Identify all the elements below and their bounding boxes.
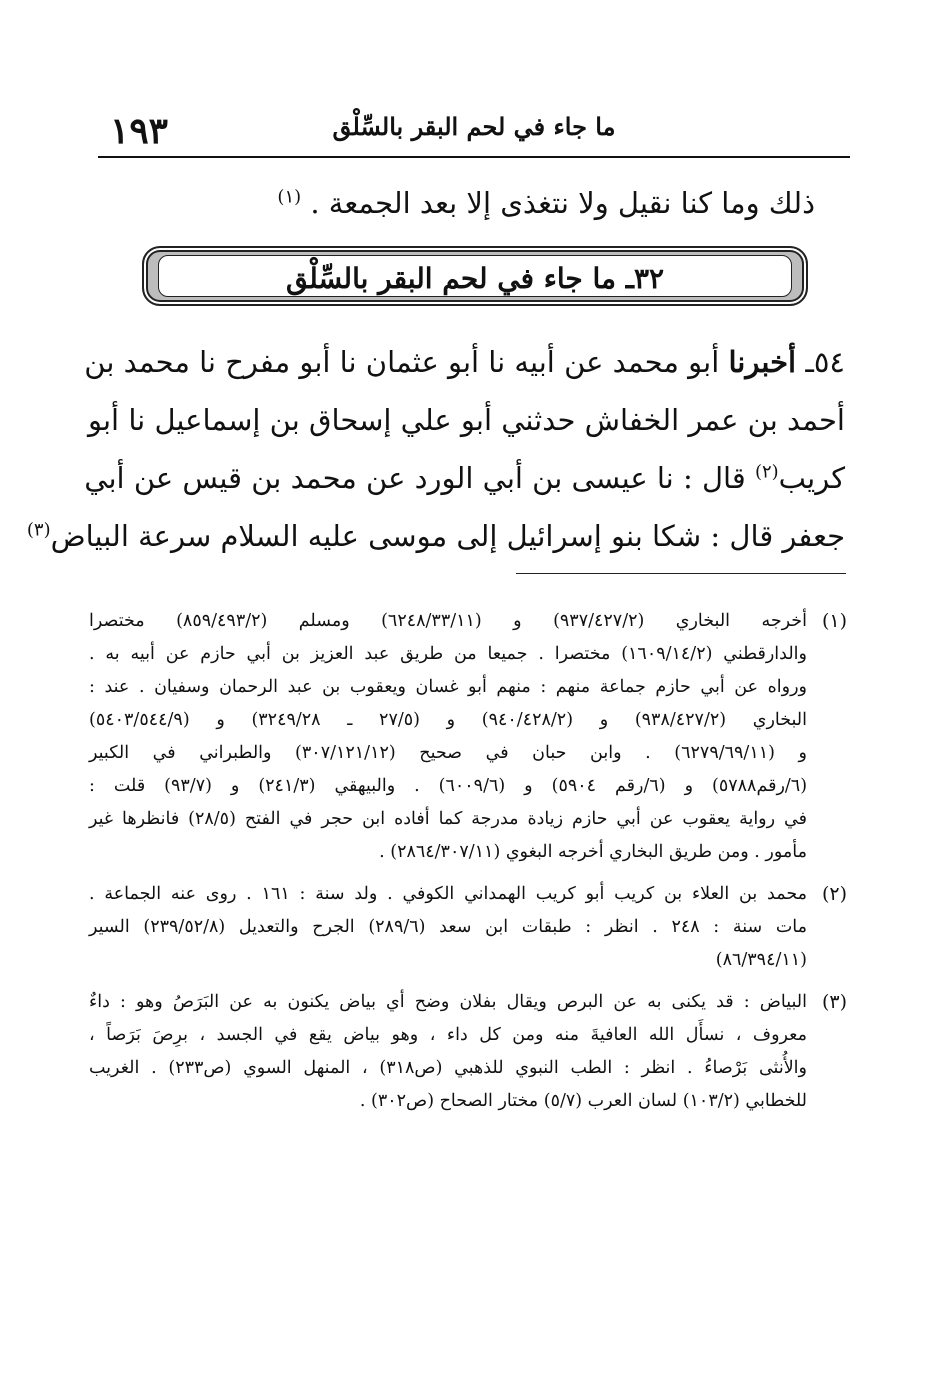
hadith-line-1 — [84, 333, 845, 391]
footnote-line: (٨٦/٣٩٤/١١) — [715, 950, 807, 970]
footnotes — [89, 605, 847, 1127]
footnote-line: البياض : قد يكنى به عن البرص ويقال بفلان وضح أي بياض يكنون به عن البَرَصُ وهو : داءٌ — [89, 992, 807, 1012]
footnote-line: والدارقطني (١٦٠٩/١٤/٢) مختصرا . جميعا من طريق عبد العزيز بن أبي حازم عن أبيه به . — [89, 644, 807, 664]
footnote-line: (٦/رقم٥٧٨٨) و (٦/رقم ٥٩٠٤) و (٦٠٠٩/٦) . والبيهقي (٢٤١/٣) و (٩٣/٧) قلت : — [89, 776, 808, 796]
footnote-line: معروف ، نسأَل الله العافيةَ منه ومن كل داء ، وهو بياض يقع في الجسد ، برِصَ بَرَصاً ، — [89, 1025, 807, 1045]
footnote-line: للخطابي (١٠٣/٢) لسان العرب (٥/٧) مختار الصحاح (ص٣٠٢) . — [359, 1091, 807, 1111]
footnote-separator — [516, 573, 846, 574]
page-number: ١٩٣ — [110, 110, 169, 152]
chapter-banner-inner — [158, 255, 792, 297]
hadith-line-text: أبو محمد عن أبيه نا أبو عثمان نا أبو مفرح نا محمد بن — [84, 345, 720, 379]
running-header — [98, 100, 850, 158]
footnote-line: مأمور . ومن طريق البخاري أخرجه البغوي (٢٨٦٤/٣٠٧/١١) . — [379, 842, 807, 862]
hadith-line-text: كريب — [778, 461, 845, 495]
footnote-ref-3: (٣) — [26, 519, 51, 541]
hadith-line-3 — [84, 449, 845, 507]
hadith-line-text: جعفر قال : شكا بنو إسرائيل إلى موسى عليه السلام سرعة البياض — [50, 519, 845, 553]
carry-over-text: ذلك وما كنا نقيل ولا نتغذى إلا بعد الجمعة . — [310, 186, 815, 220]
footnote-line: و (٦٢٧٩/٦٩/١١) . وابن حبان في صحيح (٣٠٧/١٢١/١٢) والطبراني في الكبير — [89, 743, 807, 763]
hadith-line-2 — [88, 391, 845, 449]
footnote-3 — [89, 986, 847, 1118]
footnote-ref-2: (٢) — [754, 461, 779, 483]
footnote-line: والأُنثى بَرْصاءُ . انظر : الطب النبوي للذهبي (ص٣١٨) ، المنهل السوي (ص٢٣٣) . الغريب — [89, 1058, 807, 1078]
footnote-line: ورواه عن أبي حازم جماعة منهم : منهم أبو غسان ويعقوب بن عبد الرحمان وسفيان . عند : — [89, 677, 807, 697]
footnote-mark: (٣) — [821, 991, 847, 1013]
footnote-1 — [89, 605, 847, 869]
footnote-line: أخرجه البخاري (٩٣٧/٤٢٧/٢) و (٦٢٤٨/٣٣/١١) ومسلم (٨٥٩/٤٩٣/٢) مختصرا — [89, 611, 807, 631]
footnote-mark: (١) — [821, 610, 847, 632]
footnote-line: في رواية يعقوب عن أبي حازم زيادة مدرجة كما أفاده ابن حجر في الفتح (٢٨/٥) فانظرها غير — [89, 809, 807, 829]
hadith-line-text: أحمد بن عمر الخفاش حدثني أبو علي إسحاق بن إسماعيل نا أبو — [88, 403, 845, 437]
chapter-banner — [142, 246, 808, 306]
hadith-text — [26, 333, 845, 565]
hadith-line-text: قال : نا عيسى بن أبي الورد عن محمد بن قيس عن أبي — [84, 461, 746, 495]
footnote-line: البخاري (٩٣٨/٤٢٧/٢) و (٩٤٠/٤٢٨/٢) و (٢٧/٥ ـ ٣٢٤٩/٢٨) و (٥٤٠٣/٥٤٤/٩) — [89, 710, 807, 730]
footnote-mark: (٢) — [821, 883, 847, 905]
footnote-line: محمد بن العلاء بن كريب أبو كريب الهمداني الكوفي . ولد سنة : ١٦١ . روى عنه الجماعة . — [89, 884, 807, 904]
hadith-line-4 — [26, 507, 845, 565]
footnote-line: مات سنة : ٢٤٨ . انظر : طبقات ابن سعد (٢٨٩/٦) الجرح والتعديل (٢٣٩/٥٢/٨) السير — [89, 917, 808, 937]
hadith-lead-word: أخبرنا — [728, 345, 797, 379]
running-title: ما جاء في لحم البقر بالسِّلْق — [332, 112, 616, 141]
chapter-title: ٣٢ـ ما جاء في لحم البقر بالسِّلْق — [285, 262, 665, 295]
carry-over-line — [110, 186, 815, 221]
hadith-number: ٥٤ـ — [805, 345, 845, 379]
footnote-2 — [89, 878, 847, 977]
footnote-ref-1: (١) — [277, 186, 302, 208]
